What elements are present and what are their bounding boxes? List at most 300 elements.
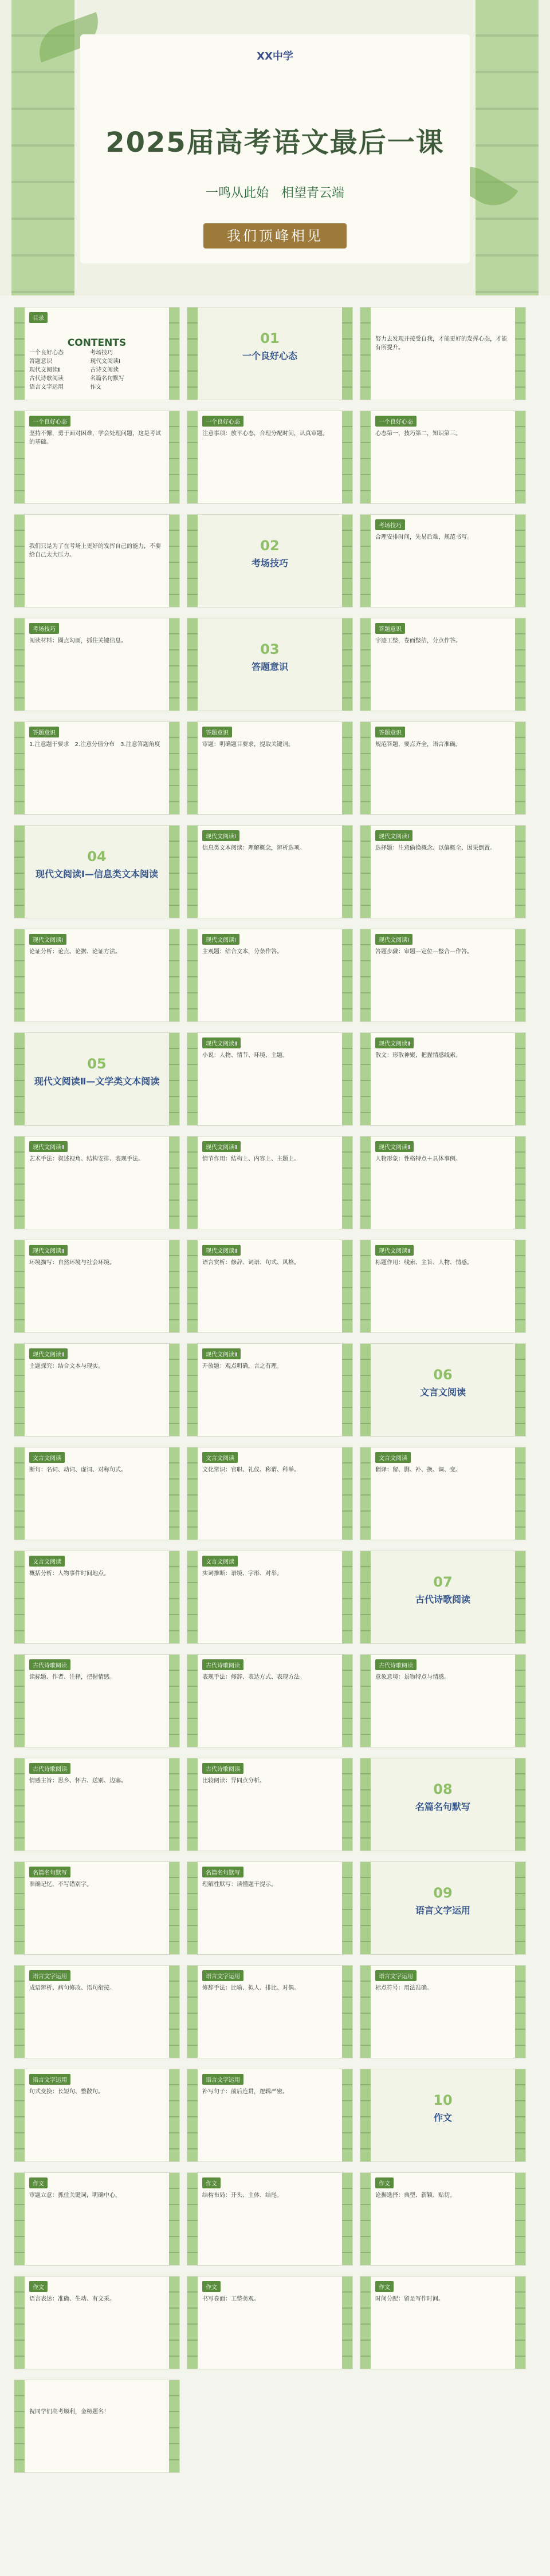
slide-thumbnail[interactable] bbox=[14, 1965, 180, 2058]
bamboo-decoration bbox=[187, 826, 198, 918]
slide-thumbnail[interactable] bbox=[14, 1551, 180, 1644]
slide-header: 现代文阅读Ⅰ bbox=[202, 934, 239, 945]
slide-thumbnail[interactable] bbox=[14, 1447, 180, 1540]
bamboo-decoration bbox=[14, 1137, 25, 1229]
slide-title: 作文 bbox=[433, 2112, 452, 2123]
slide-thumbnail[interactable] bbox=[187, 1343, 353, 1437]
bamboo-decoration bbox=[187, 1862, 198, 1955]
bamboo-decoration bbox=[515, 2069, 525, 2162]
bamboo-decoration bbox=[169, 1447, 179, 1540]
slide-header: 作文 bbox=[202, 2177, 221, 2188]
bamboo-decoration bbox=[14, 307, 25, 400]
bamboo-decoration bbox=[187, 2277, 198, 2369]
bamboo-decoration bbox=[515, 411, 525, 504]
slide-thumbnail[interactable] bbox=[187, 721, 353, 815]
slide-body: 情节作用：结构上、内容上、主题上。 bbox=[202, 1156, 300, 1162]
bamboo-decoration bbox=[360, 515, 371, 607]
bamboo-decoration bbox=[14, 1447, 25, 1540]
slide-body: 选择题：注意偷换概念、以偏概全、因果倒置。 bbox=[375, 845, 496, 851]
bamboo-decoration bbox=[515, 1447, 525, 1540]
bamboo-decoration bbox=[169, 722, 179, 815]
bamboo-decoration bbox=[187, 1447, 198, 1540]
slide-thumbnail[interactable] bbox=[360, 1654, 526, 1747]
bamboo-decoration bbox=[187, 2173, 198, 2266]
bamboo-decoration bbox=[14, 2069, 25, 2162]
slide-body: 准确记忆，不写错别字。 bbox=[29, 1881, 92, 1888]
bamboo-decoration bbox=[169, 1862, 179, 1955]
slide-body: 书写卷面：工整美观。 bbox=[202, 2296, 260, 2302]
slide-thumbnail[interactable] bbox=[360, 2172, 526, 2266]
slide-header: 语言文字运用 bbox=[202, 2074, 243, 2085]
slide-thumbnail[interactable] bbox=[360, 1447, 526, 1540]
bamboo-decoration bbox=[360, 1033, 371, 1126]
bamboo-decoration bbox=[14, 826, 25, 918]
bamboo-decoration bbox=[187, 722, 198, 815]
slide-header: 名篇名句默写 bbox=[202, 1867, 243, 1877]
bamboo-decoration bbox=[360, 929, 371, 1022]
bamboo-decoration bbox=[14, 2173, 25, 2266]
bamboo-decoration bbox=[14, 2380, 25, 2473]
bamboo-decoration bbox=[360, 1240, 371, 1333]
bamboo-decoration bbox=[515, 1862, 525, 1955]
bamboo-decoration bbox=[187, 411, 198, 504]
slide-header: 答题意识 bbox=[202, 727, 232, 737]
slide-header: 一个良好心态 bbox=[202, 416, 243, 427]
slide-title: 古代诗歌阅读 bbox=[415, 1594, 470, 1605]
toc-item[interactable]: 答题意识 bbox=[29, 358, 52, 365]
slide-header: 现代文阅读Ⅰ bbox=[375, 934, 412, 945]
section-number: 04 bbox=[87, 849, 107, 865]
slide-header: 一个良好心态 bbox=[29, 416, 70, 427]
slide-title: 语言文字运用 bbox=[415, 1905, 470, 1916]
slide-body: 理解性默写：读懂题干提示。 bbox=[202, 1881, 277, 1888]
slide-body: 信息类文本阅读：理解概念，辨析选项。 bbox=[202, 845, 305, 851]
slide-header: 古代诗歌阅读 bbox=[375, 1659, 417, 1670]
toc-item[interactable]: 现代文阅读Ⅰ bbox=[90, 358, 121, 365]
slide-thumbnail[interactable] bbox=[14, 1758, 180, 1851]
slide-header: 现代文阅读Ⅱ bbox=[375, 1141, 414, 1152]
slide-thumbnail[interactable] bbox=[360, 2069, 526, 2162]
slide-title: 名篇名句默写 bbox=[415, 1801, 470, 1812]
slide-body: 1.注意题干要求 2.注意分值分布 3.注意答题角度 bbox=[29, 741, 160, 748]
toc-item[interactable]: 考场技巧 bbox=[90, 350, 113, 356]
bamboo-decoration bbox=[342, 2277, 352, 2369]
slide-thumbnail[interactable] bbox=[14, 2069, 180, 2162]
slide-thumbnail[interactable] bbox=[360, 411, 526, 504]
bamboo-decoration bbox=[515, 1240, 525, 1333]
slide-thumbnail[interactable] bbox=[14, 307, 180, 400]
bamboo-decoration bbox=[187, 1137, 198, 1229]
toc-item[interactable]: 一个良好心态 bbox=[29, 350, 64, 356]
slide-body: 补写句子：前后连贯，逻辑严密。 bbox=[202, 2089, 288, 2095]
bamboo-decoration bbox=[169, 1240, 179, 1333]
slide-body: 主观题：结合文本，分条作答。 bbox=[202, 949, 282, 955]
slide-body: 坚持不懈，勇于面对困难，学会处理问题，这是考试的基础。 bbox=[29, 431, 161, 445]
slide-thumbnail[interactable] bbox=[187, 1032, 353, 1126]
bamboo-decoration bbox=[360, 2173, 371, 2266]
bamboo-decoration bbox=[342, 722, 352, 815]
slide-thumbnail[interactable] bbox=[14, 2380, 180, 2473]
slide-header: 古代诗歌阅读 bbox=[202, 1763, 243, 1774]
bamboo-decoration bbox=[187, 307, 198, 400]
slide-body: 小说：人物、情节、环境、主题。 bbox=[202, 1052, 288, 1059]
slide-header: 现代文阅读Ⅱ bbox=[375, 1037, 414, 1048]
slide-thumbnail[interactable] bbox=[187, 1965, 353, 2058]
slide-body: 比较阅读：异同点分析。 bbox=[202, 1778, 265, 1784]
slide-body: 艺术手法：叙述视角、结构安排、表现手法。 bbox=[29, 1156, 144, 1162]
bamboo-decoration bbox=[360, 2069, 371, 2162]
bamboo-decoration bbox=[169, 1758, 179, 1851]
slide-thumbnail[interactable] bbox=[187, 1654, 353, 1747]
cover-panel bbox=[80, 34, 470, 263]
bamboo-decoration bbox=[169, 618, 179, 711]
bamboo-decoration bbox=[360, 1137, 371, 1229]
bamboo-decoration bbox=[515, 826, 525, 918]
bamboo-decoration bbox=[360, 1447, 371, 1540]
bamboo-decoration bbox=[169, 2173, 179, 2266]
section-number: 03 bbox=[260, 641, 280, 657]
slide-thumbnail[interactable] bbox=[14, 2276, 180, 2369]
slide-header: 现代文阅读Ⅱ bbox=[29, 1348, 68, 1359]
slide-header: 文言文阅读 bbox=[375, 1452, 411, 1463]
slide-thumbnail[interactable] bbox=[14, 1861, 180, 1955]
cover-title: 2025届高考语文最后一课 bbox=[105, 127, 445, 159]
slide-thumbnail[interactable] bbox=[14, 2172, 180, 2266]
bamboo-decoration bbox=[342, 515, 352, 607]
bamboo-decoration bbox=[342, 1862, 352, 1955]
slide-thumbnail[interactable] bbox=[14, 618, 180, 711]
slide-header: 答题意识 bbox=[375, 727, 405, 737]
slide-body: 成语辨析、病句修改、语句衔接。 bbox=[29, 1985, 115, 1991]
section-number: 08 bbox=[433, 1781, 453, 1797]
toc-list bbox=[29, 349, 164, 392]
slide-body: 心态第一，技巧第二，知识第三。 bbox=[375, 431, 461, 437]
slide-body: 散文：形散神聚，把握情感线索。 bbox=[375, 1052, 461, 1059]
slide-body: 开放题：观点明确，言之有理。 bbox=[202, 1363, 282, 1370]
toc-item[interactable]: 古代诗歌阅读 bbox=[29, 376, 64, 382]
slide-header: 古代诗歌阅读 bbox=[29, 1763, 70, 1774]
slide-body: 读标题、作者、注释，把握情感。 bbox=[29, 1674, 115, 1680]
bamboo-decoration bbox=[342, 1447, 352, 1540]
bamboo-decoration bbox=[342, 826, 352, 918]
bamboo-decoration bbox=[187, 1758, 198, 1851]
slide-title: 答题意识 bbox=[251, 661, 288, 672]
bamboo-decoration bbox=[14, 1758, 25, 1851]
slide-body: 注意事项：放平心态，合理分配时间，认真审题。 bbox=[202, 431, 328, 437]
section-number: 05 bbox=[87, 1056, 107, 1072]
slide-header: 现代文阅读Ⅰ bbox=[202, 830, 239, 841]
toc-item[interactable]: 现代文阅读Ⅱ bbox=[29, 367, 61, 373]
slide-header: 名篇名句默写 bbox=[29, 1867, 70, 1877]
bamboo-decoration bbox=[169, 2069, 179, 2162]
slide-header: 文言文阅读 bbox=[202, 1556, 238, 1567]
slide-body: 表现手法：修辞、表达方式、表现方法。 bbox=[202, 1674, 305, 1680]
slide-header: 现代文阅读Ⅱ bbox=[202, 1348, 241, 1359]
bamboo-decoration bbox=[515, 1344, 525, 1437]
slide-body: 标题作用：线索、主旨、人物、情感。 bbox=[375, 1260, 473, 1266]
slide-thumbnail[interactable] bbox=[360, 1965, 526, 2058]
slide-thumbnail[interactable] bbox=[187, 411, 353, 504]
bamboo-decoration bbox=[169, 307, 179, 400]
slide-title: 一个良好心态 bbox=[242, 350, 297, 361]
slide-header: 语言文字运用 bbox=[202, 1970, 243, 1981]
slide-header: 作文 bbox=[375, 2281, 394, 2292]
slide-thumbnail[interactable] bbox=[187, 1240, 353, 1333]
bamboo-decoration bbox=[169, 1344, 179, 1437]
slide-body: 论证分析：论点、论据、论证方法。 bbox=[29, 949, 121, 955]
bamboo-decoration bbox=[515, 2277, 525, 2369]
slide-thumbnail[interactable] bbox=[14, 929, 180, 1022]
bamboo-decoration bbox=[515, 1033, 525, 1126]
slide-thumbnail[interactable] bbox=[187, 307, 353, 400]
bamboo-decoration bbox=[14, 1551, 25, 1644]
bamboo-decoration bbox=[360, 1551, 371, 1644]
bamboo-decoration bbox=[187, 2069, 198, 2162]
bamboo-decoration bbox=[187, 1551, 198, 1644]
slide-header: 现代文阅读Ⅱ bbox=[202, 1141, 241, 1152]
bamboo-decoration bbox=[515, 2173, 525, 2266]
bamboo-decoration bbox=[14, 1966, 25, 2058]
slide-thumbnail[interactable] bbox=[187, 1136, 353, 1229]
slide-thumbnail[interactable] bbox=[14, 1654, 180, 1747]
slide-body: 概括分析：人物事件时间地点。 bbox=[29, 1571, 109, 1577]
slide-header: 古代诗歌阅读 bbox=[202, 1659, 243, 1670]
slide-body: 文化常识：官职、礼仪、称谓、科举。 bbox=[202, 1467, 300, 1473]
toc-item[interactable]: 名篇名句默写 bbox=[90, 376, 125, 382]
bamboo-decoration bbox=[342, 618, 352, 711]
slide-thumbnail[interactable] bbox=[14, 1032, 180, 1126]
bamboo-decoration bbox=[515, 307, 525, 400]
slide-body: 语言表达：准确、生动、有文采。 bbox=[29, 2296, 115, 2302]
section-number: 09 bbox=[433, 1885, 453, 1901]
bamboo-decoration bbox=[342, 1137, 352, 1229]
bamboo-decoration bbox=[360, 1966, 371, 2058]
bamboo-decoration bbox=[14, 411, 25, 504]
bamboo-decoration bbox=[360, 411, 371, 504]
bamboo-decoration bbox=[342, 307, 352, 400]
slide-thumbnail[interactable] bbox=[187, 1758, 353, 1851]
bamboo-decoration bbox=[360, 722, 371, 815]
bamboo-decoration bbox=[515, 515, 525, 607]
slide-thumbnail[interactable] bbox=[14, 514, 180, 607]
section-number: 01 bbox=[260, 330, 280, 346]
bamboo-decoration bbox=[360, 826, 371, 918]
slide-header: 文言文阅读 bbox=[29, 1556, 65, 1567]
bamboo-decoration bbox=[360, 1758, 371, 1851]
bamboo-decoration bbox=[187, 1655, 198, 1747]
slide-header: 考场技巧 bbox=[29, 623, 59, 634]
slide-thumbnail[interactable] bbox=[187, 825, 353, 918]
slide-body: 主题探究：结合文本与现实。 bbox=[29, 1363, 104, 1370]
bamboo-decoration bbox=[360, 1344, 371, 1437]
bamboo-decoration bbox=[360, 1862, 371, 1955]
slide-thumbnail[interactable] bbox=[187, 618, 353, 711]
slide-header: 现代文阅读Ⅱ bbox=[202, 1245, 241, 1256]
bamboo-decoration bbox=[342, 1966, 352, 2058]
slide-title: CONTENTS bbox=[67, 337, 127, 349]
toc-item[interactable]: 古诗文阅读 bbox=[90, 367, 119, 373]
slide-thumbnail[interactable] bbox=[360, 1343, 526, 1437]
slide-thumbnail[interactable] bbox=[360, 2276, 526, 2369]
bamboo-decoration bbox=[187, 618, 198, 711]
slide-thumbnail[interactable] bbox=[360, 825, 526, 918]
bamboo-decoration bbox=[360, 2277, 371, 2369]
slide-header: 作文 bbox=[375, 2177, 394, 2188]
slide-thumbnail[interactable] bbox=[360, 721, 526, 815]
bamboo-decoration bbox=[169, 1137, 179, 1229]
slide-header: 现代文阅读Ⅱ bbox=[29, 1245, 68, 1256]
slide-header: 古代诗歌阅读 bbox=[29, 1659, 70, 1670]
bamboo-decoration bbox=[515, 1551, 525, 1644]
bamboo-decoration bbox=[14, 722, 25, 815]
slide-body: 努力去发现并接受自我，才能更好的发挥心态，才能有所提升。 bbox=[375, 336, 507, 351]
slide-body: 答题步骤：审题—定位—整合—作答。 bbox=[375, 949, 473, 955]
slide-header: 答题意识 bbox=[29, 727, 59, 737]
slide-header: 文言文阅读 bbox=[29, 1452, 65, 1463]
slide-thumbnail[interactable] bbox=[14, 1240, 180, 1333]
slide-body: 人物形象：性格特点＋具体事例。 bbox=[375, 1156, 461, 1162]
slide-body: 环境描写：自然环境与社会环境。 bbox=[29, 1260, 115, 1266]
bamboo-decoration bbox=[169, 826, 179, 918]
bamboo-decoration bbox=[515, 1137, 525, 1229]
slide-thumbnail[interactable] bbox=[187, 2069, 353, 2162]
slide-body: 审题：明确题目要求，提取关键词。 bbox=[202, 741, 294, 748]
slide-header: 作文 bbox=[29, 2177, 48, 2188]
cover-subtitle: 一鸣从此始 相望青云端 bbox=[205, 186, 344, 200]
slide-body: 我们只是为了在考场上更好的发挥自己的能力，不要给自己太大压力。 bbox=[29, 543, 161, 558]
slide-title: 现代文阅读Ⅱ—文学类文本阅读 bbox=[34, 1076, 160, 1087]
slide-title: 文言文阅读 bbox=[419, 1387, 466, 1398]
slide-body: 时间分配：留足写作时间。 bbox=[375, 2296, 444, 2302]
bamboo-decoration bbox=[342, 1344, 352, 1437]
slide-header: 一个良好心态 bbox=[375, 416, 417, 427]
slide-thumbnail[interactable] bbox=[187, 1861, 353, 1955]
slide-header: 现代文阅读Ⅰ bbox=[29, 934, 66, 945]
toc-item[interactable]: 语言文字运用 bbox=[29, 384, 64, 390]
bamboo-decoration bbox=[515, 1655, 525, 1747]
bamboo-decoration bbox=[342, 1033, 352, 1126]
slide-header: 现代文阅读Ⅱ bbox=[202, 1037, 241, 1048]
slide-body: 语言赏析：修辞、词语、句式、风格。 bbox=[202, 1260, 300, 1266]
bamboo-decoration bbox=[14, 1240, 25, 1333]
bamboo-decoration bbox=[187, 1033, 198, 1126]
bamboo-decoration bbox=[515, 722, 525, 815]
slide-header: 作文 bbox=[202, 2281, 221, 2292]
bamboo-decoration bbox=[342, 2173, 352, 2266]
slide-header: 答题意识 bbox=[375, 623, 405, 634]
bamboo-decoration bbox=[14, 929, 25, 1022]
bamboo-decoration bbox=[342, 1655, 352, 1747]
bamboo-decoration bbox=[14, 618, 25, 711]
bamboo-decoration bbox=[187, 1240, 198, 1333]
slide-title: 现代文阅读Ⅰ—信息类文本阅读 bbox=[36, 869, 158, 879]
cover-slide bbox=[0, 0, 550, 295]
bamboo-decoration bbox=[342, 1240, 352, 1333]
slide-body: 祝同学们高考顺利，金榜题名！ bbox=[29, 2409, 109, 2415]
bamboo-decoration bbox=[342, 2069, 352, 2162]
slide-thumbnail[interactable] bbox=[14, 1136, 180, 1229]
slide-title: 考场技巧 bbox=[251, 558, 288, 569]
bamboo-decoration bbox=[169, 2277, 179, 2369]
slide-thumbnail[interactable] bbox=[14, 1343, 180, 1437]
bamboo-decoration bbox=[14, 1344, 25, 1437]
slide-header: 作文 bbox=[29, 2281, 48, 2292]
bamboo-decoration bbox=[169, 515, 179, 607]
bamboo-decoration bbox=[14, 515, 25, 607]
slide-thumbnail[interactable] bbox=[14, 411, 180, 504]
slide-thumbnail[interactable] bbox=[187, 929, 353, 1022]
slide-body: 结构布局：开头、主体、结尾。 bbox=[202, 2192, 282, 2199]
slide-thumbnail[interactable] bbox=[187, 2172, 353, 2266]
slide-thumbnail[interactable] bbox=[360, 514, 526, 607]
bamboo-decoration bbox=[360, 1655, 371, 1747]
bamboo-decoration bbox=[169, 1655, 179, 1747]
bamboo-decoration bbox=[187, 515, 198, 607]
slide-thumbnail[interactable] bbox=[360, 929, 526, 1022]
slide-header: 语言文字运用 bbox=[29, 2074, 70, 2085]
section-number: 10 bbox=[433, 2092, 453, 2108]
bamboo-decoration bbox=[360, 307, 371, 400]
slide-thumbnail[interactable] bbox=[360, 1136, 526, 1229]
bamboo-decoration bbox=[342, 1758, 352, 1851]
slide-thumbnail[interactable] bbox=[14, 721, 180, 815]
bamboo-decoration bbox=[169, 1551, 179, 1644]
toc-item[interactable]: 作文 bbox=[90, 384, 102, 390]
slide-header: 语言文字运用 bbox=[375, 1970, 417, 1981]
slide-header: 现代文阅读Ⅱ bbox=[375, 1245, 414, 1256]
bamboo-decoration bbox=[342, 411, 352, 504]
slide-thumbnail[interactable] bbox=[360, 1758, 526, 1851]
slide-thumbnail[interactable] bbox=[360, 1032, 526, 1126]
slide-header: 现代文阅读Ⅰ bbox=[375, 830, 412, 841]
slide-thumbnail[interactable] bbox=[14, 825, 180, 918]
bamboo-decoration bbox=[187, 1966, 198, 2058]
slide-thumbnail[interactable] bbox=[187, 514, 353, 607]
school-name: XX中学 bbox=[257, 50, 293, 62]
slide-body: 字迹工整，卷面整洁，分点作答。 bbox=[375, 638, 461, 644]
bamboo-decoration bbox=[187, 1344, 198, 1437]
slide-body: 情感主旨：思乡、怀古、送别、边塞。 bbox=[29, 1778, 127, 1784]
bamboo-decoration bbox=[515, 618, 525, 711]
bamboo-decoration bbox=[169, 1033, 179, 1126]
bamboo-decoration bbox=[187, 929, 198, 1022]
bamboo-decoration bbox=[14, 1655, 25, 1747]
slide-header: 语言文字运用 bbox=[29, 1970, 70, 1981]
bamboo-decoration bbox=[169, 1966, 179, 2058]
slide-thumbnail[interactable] bbox=[187, 2276, 353, 2369]
section-number: 02 bbox=[260, 538, 280, 554]
slide-thumbnail[interactable] bbox=[360, 307, 526, 400]
slide-thumbnail[interactable] bbox=[360, 1861, 526, 1955]
slide-header: 现代文阅读Ⅱ bbox=[29, 1141, 68, 1152]
slide-thumbnail[interactable] bbox=[360, 1551, 526, 1644]
bamboo-decoration bbox=[476, 0, 539, 295]
slide-thumbnail[interactable] bbox=[360, 618, 526, 711]
bamboo-decoration bbox=[14, 1862, 25, 1955]
slide-thumbnail[interactable] bbox=[187, 1447, 353, 1540]
slide-body: 标点符号：用法准确。 bbox=[375, 1985, 433, 1991]
slide-body: 句式变换：长短句、整散句。 bbox=[29, 2089, 104, 2095]
slide-body: 翻译：留、删、补、换、调、变。 bbox=[375, 1467, 461, 1473]
bamboo-decoration bbox=[342, 929, 352, 1022]
slide-thumbnail[interactable] bbox=[360, 1240, 526, 1333]
bamboo-decoration bbox=[342, 1551, 352, 1644]
slide-body: 阅读材料：圈点勾画，抓住关键信息。 bbox=[29, 638, 127, 644]
slide-body: 意象意境：景物特点与情感。 bbox=[375, 1674, 450, 1680]
slide-header: 文言文阅读 bbox=[202, 1452, 238, 1463]
bamboo-decoration bbox=[169, 2380, 179, 2473]
slide-thumbnail[interactable] bbox=[187, 1551, 353, 1644]
